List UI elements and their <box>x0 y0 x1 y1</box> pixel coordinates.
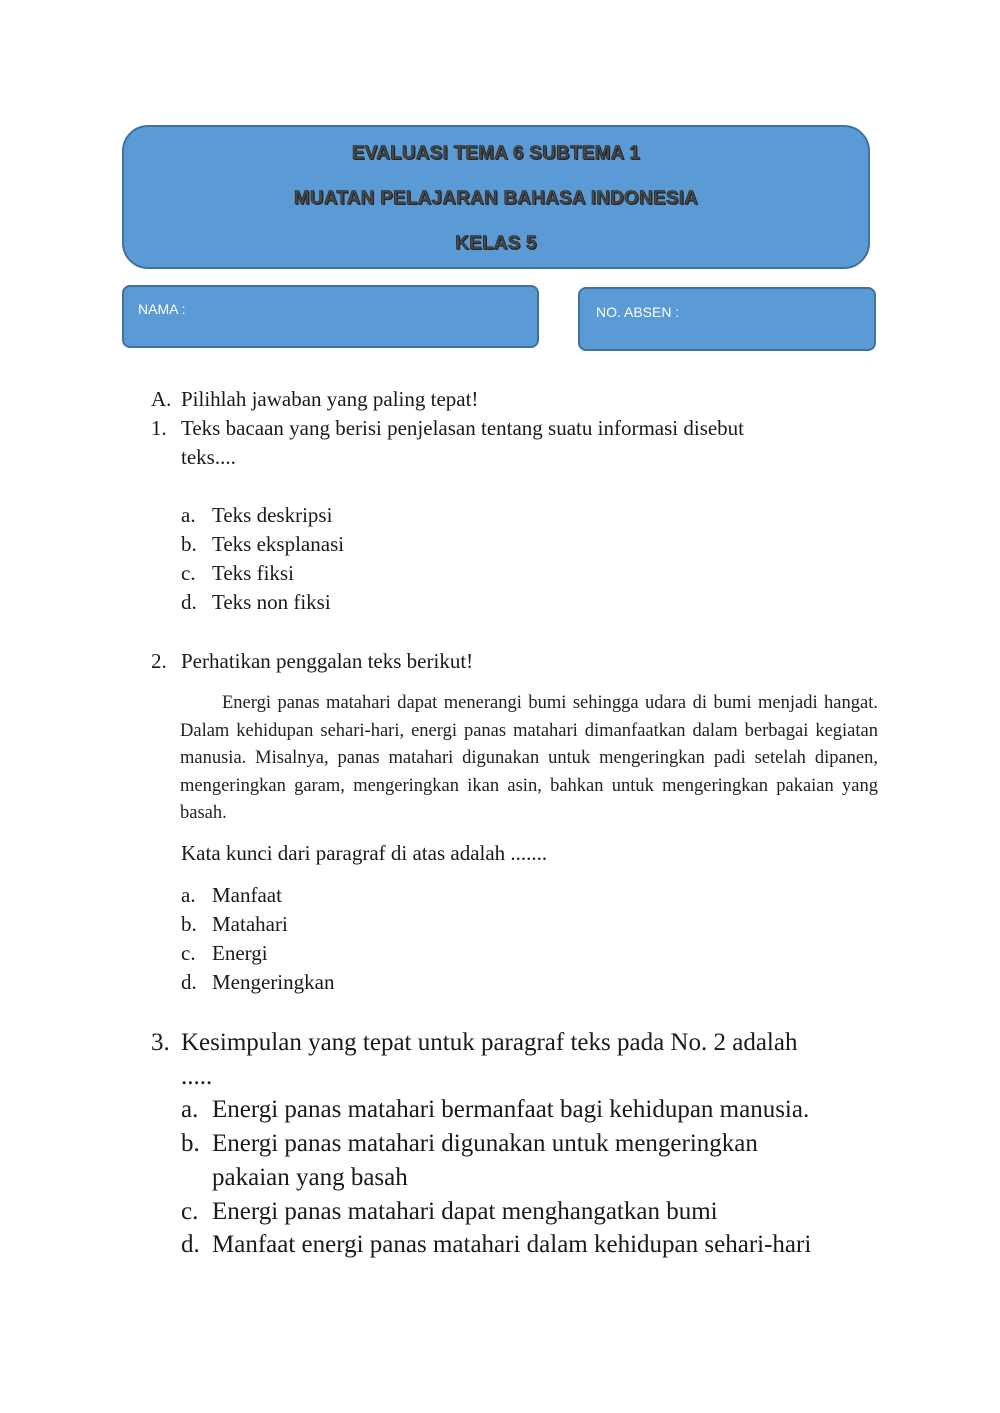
q3-option-a[interactable]: Energi panas matahari bermanfaat bagi kehidupan manusia. <box>212 1096 810 1123</box>
q2-text: Perhatikan penggalan teks berikut! <box>181 649 474 673</box>
q1-number: 1. <box>151 416 167 440</box>
q1-option-letter: c. <box>181 561 196 585</box>
q2-number: 2. <box>151 649 167 673</box>
q2-prompt: Kata kunci dari paragraf di atas adalah ....... <box>181 841 548 865</box>
q1-option-d[interactable]: Teks non fiksi <box>212 590 331 614</box>
q1-text-line1: Teks bacaan yang berisi penjelasan tentang suatu informasi disebut <box>181 416 745 440</box>
q2-option-letter: c. <box>181 941 196 965</box>
q3-text-line2: ..... <box>181 1063 213 1090</box>
q3-option-d[interactable]: Manfaat energi panas matahari dalam kehidupan sehari-hari <box>212 1231 812 1258</box>
q1-text-line2: teks.... <box>181 445 236 469</box>
q2-option-a[interactable]: Manfaat <box>212 883 282 907</box>
q2-option-b[interactable]: Matahari <box>212 912 288 936</box>
q2-option-letter: d. <box>181 970 197 994</box>
title-line-2: MUATAN PELAJARAN BAHASA INDONESIA <box>293 188 699 209</box>
name-label: NAMA : <box>138 301 186 317</box>
q1-option-letter: d. <box>181 590 197 614</box>
q3-option-b-line2[interactable]: pakaian yang basah <box>212 1164 408 1191</box>
q2-passage <box>180 690 878 828</box>
q3-number: 3. <box>151 1029 170 1056</box>
q2-option-letter: b. <box>181 912 197 936</box>
q3-option-letter: a. <box>181 1096 199 1123</box>
q1-option-b[interactable]: Teks eksplanasi <box>212 532 345 556</box>
q3-text-line1: Kesimpulan yang tepat untuk paragraf teks pada No. 2 adalah <box>181 1029 798 1056</box>
q2-option-letter: a. <box>181 883 196 907</box>
q1-option-letter: a. <box>181 503 196 527</box>
q1-option-a[interactable]: Teks deskripsi <box>212 503 333 527</box>
q3-option-b[interactable]: Energi panas matahari digunakan untuk mengeringkan <box>212 1130 758 1157</box>
q1-option-letter: b. <box>181 532 197 556</box>
section-letter: A. <box>151 387 172 411</box>
q3-option-letter: b. <box>181 1130 200 1157</box>
q3-option-c[interactable]: Energi panas matahari dapat menghangatkan bumi <box>212 1198 718 1225</box>
title-line-1: EVALUASI TEMA 6 SUBTEMA 1 <box>351 143 641 164</box>
q2-option-c[interactable]: Energi <box>212 941 268 965</box>
q2-passage-text: Energi panas matahari dapat menerangi bumi sehingga udara di bumi menjadi hangat. Dalam kehidupan sehari-hari, energi panas matahari dimanfaatkan dalam berbagai kegiatan manusia. Misalnya, panas matahari digunakan untuk mengeringkan padi setelah dipanen, mengeringkan garam, mengeringkan ikan asin, bahkan untuk mengeringkan pakaian yang basah. <box>180 693 878 824</box>
title-banner <box>122 125 870 269</box>
q3-option-letter: c. <box>181 1198 199 1225</box>
q3-option-letter: d. <box>181 1231 200 1258</box>
absen-label: NO. ABSEN : <box>596 304 680 320</box>
q2-option-d[interactable]: Mengeringkan <box>212 970 335 994</box>
q1-option-c[interactable]: Teks fiksi <box>212 561 294 585</box>
section-instruction: Pilihlah jawaban yang paling tepat! <box>181 387 479 411</box>
absen-field[interactable] <box>578 287 876 351</box>
name-field[interactable] <box>122 285 539 348</box>
title-line-3: KELAS 5 <box>455 233 537 254</box>
